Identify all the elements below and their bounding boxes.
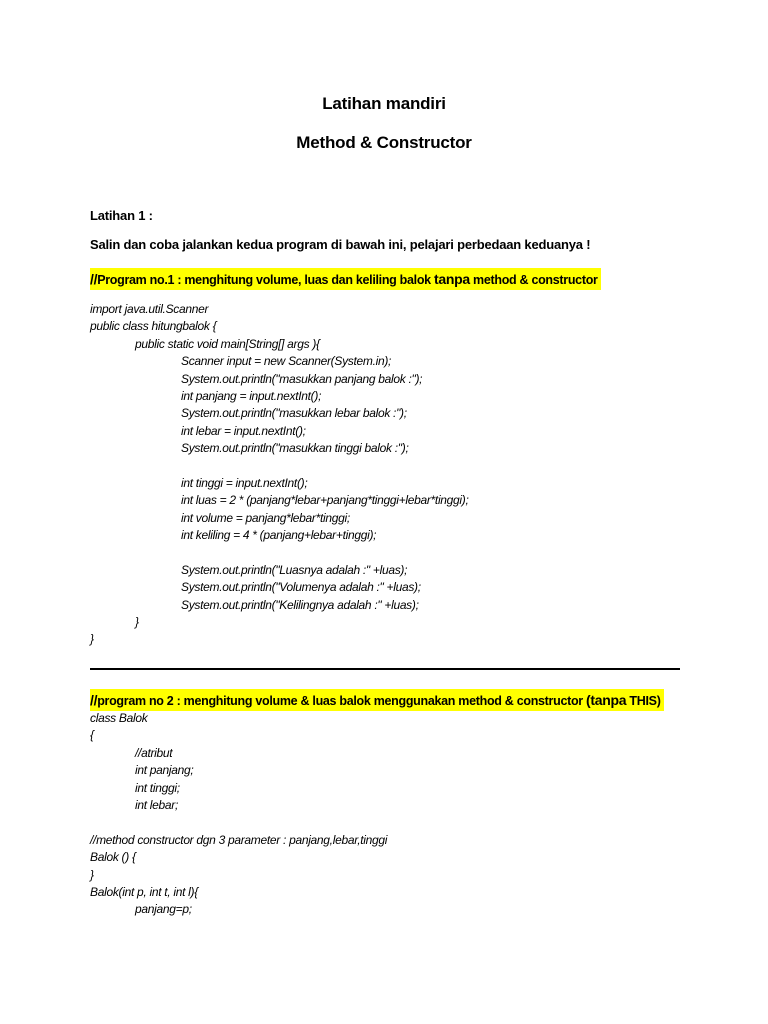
code-line: int tinggi = input.nextInt(); — [181, 475, 308, 490]
code-line: System.out.println("masukkan lebar balok :"); — [181, 406, 407, 421]
code-line: int panjang; — [135, 763, 194, 778]
code-line: } — [90, 867, 94, 882]
code-line: Scanner input = new Scanner(System.in); — [181, 354, 392, 369]
program2-code-block — [90, 710, 387, 919]
code-line: Balok () { — [90, 850, 136, 865]
program1-header-prefix: // — [90, 271, 98, 287]
code-line: System.out.println("Kelilingnya adalah :" +luas); — [181, 597, 419, 612]
program1-header — [90, 268, 601, 290]
section-divider — [90, 668, 680, 670]
program2-header — [90, 689, 664, 711]
program2-header-prefix: // — [90, 692, 98, 708]
code-line: System.out.println("Volumenya adalah :" +luas); — [181, 580, 421, 595]
code-line: //method constructor dgn 3 parameter : panjang,lebar,tinggi — [90, 832, 388, 847]
program2-header-suffix: THIS) — [626, 694, 661, 708]
code-line: int luas = 2 * (panjang*lebar+panjang*tinggi+lebar*tinggi); — [181, 493, 469, 508]
code-line: System.out.println("masukkan panjang balok :"); — [181, 371, 423, 386]
program2-header-text: program no 2 : menghitung volume & luas balok menggunakan method & constructor — [97, 694, 587, 708]
code-line — [90, 458, 469, 475]
exercise-label: Latihan 1 : — [90, 208, 153, 223]
program1-header-text: Program no.1 : menghitung volume, luas dan keliling balok — [97, 273, 435, 287]
code-line: { — [90, 728, 94, 743]
code-line: public static void main[String[] args ){ — [135, 336, 320, 351]
code-line: } — [135, 615, 139, 630]
code-line: System.out.println("Luasnya adalah :" +luas); — [181, 562, 408, 577]
code-line: int lebar = input.nextInt(); — [181, 423, 306, 438]
code-line: int tinggi; — [135, 780, 180, 795]
program1-header-suffix: method & constructor — [469, 273, 598, 287]
program2-header-emphasis: (tanpa — [586, 692, 627, 708]
code-line: import java.util.Scanner — [90, 302, 209, 316]
code-line: class Balok — [90, 711, 148, 725]
code-line: public class hitungbalok { — [90, 319, 217, 334]
exercise-instruction: Salin dan coba jalankan kedua program di bawah ini, pelajari perbedaan keduanya ! — [90, 237, 591, 252]
code-line: System.out.println("masukkan tinggi balok :"); — [181, 441, 409, 456]
program1-code-block — [90, 301, 469, 649]
code-line: int volume = panjang*lebar*tinggi; — [181, 510, 350, 525]
code-line: Balok(int p, int t, int l){ — [90, 884, 198, 899]
code-line: panjang=p; — [135, 902, 192, 917]
code-line: //atribut — [135, 745, 173, 760]
code-line: } — [90, 632, 94, 647]
code-line — [90, 814, 387, 831]
program1-header-emphasis: tanpa — [434, 271, 470, 287]
code-line: int lebar; — [135, 797, 179, 812]
code-line: int panjang = input.nextInt(); — [181, 388, 322, 403]
document-subtitle: Method & Constructor — [296, 133, 472, 152]
code-line: int keliling = 4 * (panjang+lebar+tinggi); — [181, 528, 377, 543]
document-title: Latihan mandiri — [322, 94, 446, 113]
code-line — [90, 544, 469, 561]
